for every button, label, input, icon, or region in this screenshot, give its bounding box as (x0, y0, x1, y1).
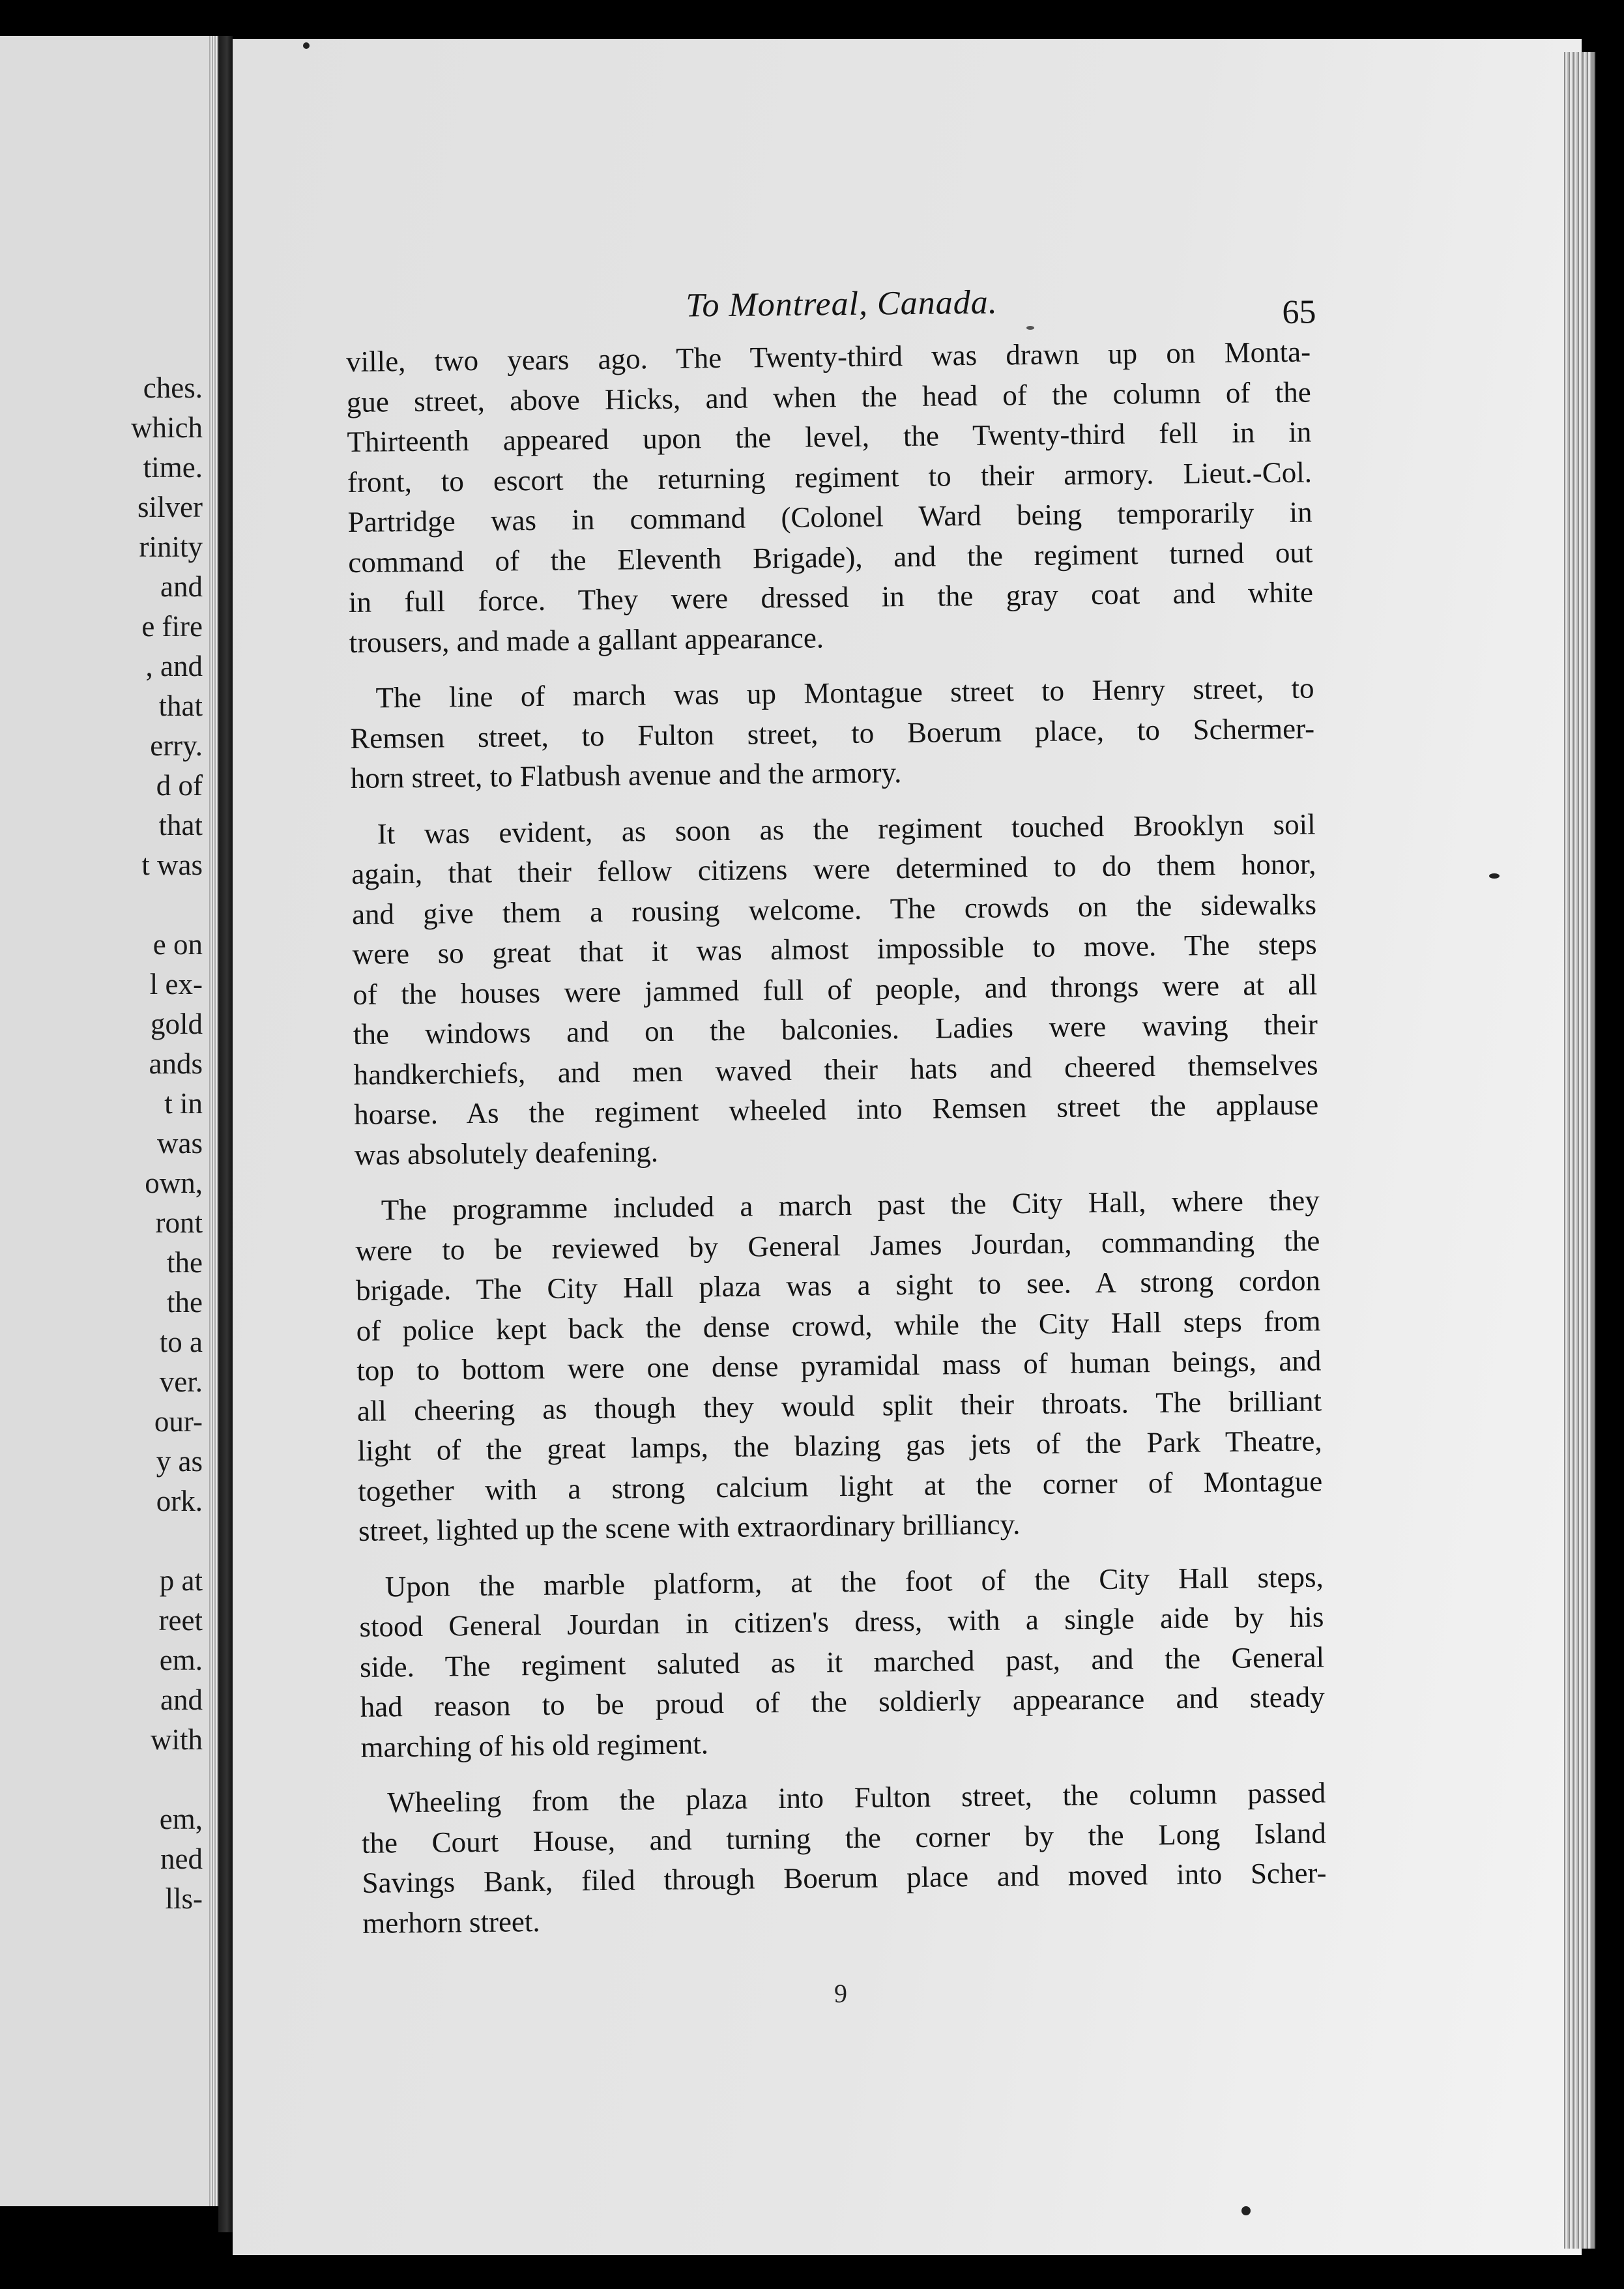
left-page-edge (209, 36, 218, 2206)
left-page-fragment: that (158, 690, 203, 722)
left-page-fragment: that (158, 809, 203, 841)
left-page-fragment: ches. (143, 372, 203, 404)
text-line: gue street, above Hicks, and when the head of the column of the (346, 375, 1311, 418)
left-page-fragment: em. (159, 1644, 203, 1676)
left-page-fragment: with (150, 1723, 203, 1756)
left-page-fragment: own, (145, 1167, 203, 1199)
left-page-fragment: the (167, 1246, 203, 1279)
left-page-fragment: was (157, 1127, 203, 1159)
left-page-fragment: ork. (156, 1485, 203, 1517)
text-line: top to bottom were one dense pyramidal mass of human beings, and (356, 1344, 1322, 1387)
text-line: The programme included a march past the City Hall, where they (381, 1184, 1320, 1227)
left-page-fragment: p at (159, 1564, 203, 1597)
text-line: The line of march was up Montague street to Henry street, to (375, 671, 1314, 714)
left-page-fragment: e on (152, 928, 203, 961)
dust-speck (303, 42, 310, 49)
left-page-fragment: time. (143, 451, 203, 484)
text-line: Savings Bank, filed through Boerum place and moved into Scher- (362, 1856, 1327, 1899)
left-page-fragment: rinity (139, 531, 203, 563)
text-line: front, to escort the returning regiment to their armory. Lieut.-Col. (347, 455, 1312, 499)
left-page-fragment: t was (141, 849, 203, 881)
paragraph (361, 1773, 1327, 1943)
text-line: stood General Jourdan in citizen's dress, with a single aide by his (359, 1600, 1324, 1643)
left-page-fragment: ned (160, 1843, 203, 1875)
left-page-fragment: em, (159, 1803, 203, 1835)
text-line: the Court House, and turning the corner by the Long Island (361, 1816, 1327, 1859)
page-edges (1564, 52, 1595, 2249)
text-line: street, lighted up the scene with extraordinary brilliancy. (358, 1508, 1021, 1547)
left-page-fragment: e fire (141, 610, 203, 643)
left-page-fragment: reet (158, 1604, 203, 1637)
page-text (345, 280, 1327, 1959)
text-line: horn street, to Flatbush avenue and the armory. (350, 756, 902, 795)
text-line: ville, two years ago. The Twenty-third was drawn up on Monta- (345, 335, 1311, 378)
left-page-fragment: lls- (165, 1882, 203, 1915)
signature-mark: 9 (834, 1979, 847, 2008)
text-line: of police kept back the dense crowd, while the City Hall steps from (356, 1304, 1321, 1347)
left-page-fragment: to a (159, 1326, 203, 1358)
text-line: Partridge was in command (Colonel Ward being temporarily in (347, 495, 1312, 538)
text-line: Upon the marble platform, at the foot of the City Hall steps, (384, 1560, 1324, 1603)
text-line: Wheeling from the plaza into Fulton street, the column passed (387, 1776, 1326, 1819)
paragraph (355, 1180, 1323, 1551)
text-line: in full force. They were dressed in the gray coat and white (348, 576, 1314, 619)
body-paragraphs (346, 332, 1327, 1943)
text-line: command of the Eleventh Brigade), and the regiment turned out (348, 535, 1313, 579)
left-page-text-fragments (131, 368, 203, 1919)
paragraph (351, 804, 1319, 1175)
text-line: trousers, and made a gallant appearance. (349, 620, 824, 659)
paragraph (359, 1557, 1326, 1768)
book-gutter (218, 36, 233, 2232)
dust-speck (1241, 2206, 1251, 2215)
text-line: brigade. The City Hall plaza was a sight to see. A strong cordon (355, 1264, 1321, 1307)
paragraph (346, 332, 1314, 662)
text-line: and give them a rousing welcome. The crowds on the sidewalks (351, 887, 1317, 931)
text-line: again, that their fellow citizens were determined to do them honor, (351, 847, 1316, 890)
left-page-fragment: l ex- (149, 968, 203, 1000)
text-line: together with a strong calcium light at the corner of Montague (358, 1464, 1323, 1508)
dust-speck (1489, 873, 1500, 879)
left-page-fragment: ands (149, 1047, 203, 1080)
text-line: Remsen street, to Fulton street, to Boerum place, to Schermer- (349, 711, 1315, 755)
left-page-fragment: and (160, 1684, 203, 1716)
running-head (345, 280, 1316, 342)
text-line: had reason to be proud of the soldierly appearance and steady (360, 1680, 1325, 1723)
left-page-fragment: ver. (159, 1365, 203, 1398)
text-line: were so great that it was almost impossible to move. The steps (352, 927, 1317, 970)
left-page-fragment: gold (150, 1008, 203, 1040)
text-line: handkerchiefs, and men waved their hats and cheered themselves (353, 1047, 1318, 1091)
text-line: were to be reviewed by General James Jourdan, commanding the (355, 1223, 1320, 1267)
text-line: merhorn street. (362, 1904, 540, 1940)
text-line: marching of his old regiment. (360, 1727, 709, 1764)
text-line: side. The regiment saluted as it marched past, and the General (359, 1640, 1325, 1684)
left-page (0, 36, 218, 2206)
text-line: the windows and on the balconies. Ladies were waving their (353, 1008, 1318, 1051)
text-line: Thirteenth appeared upon the level, the Twenty-third fell in in (347, 415, 1312, 458)
text-line: light of the great lamps, the blazing gas jets of the Park Theatre, (357, 1424, 1322, 1467)
left-page-fragment (131, 1521, 203, 1561)
left-page-fragment: erry. (150, 729, 203, 762)
left-page-fragment: y as (156, 1445, 203, 1478)
left-page-fragment: silver (138, 491, 203, 523)
text-line: was absolutely deafening. (354, 1135, 659, 1171)
left-page-fragment: our- (154, 1405, 203, 1438)
left-page-fragment: the (167, 1286, 203, 1319)
left-page-fragment: which (131, 411, 203, 444)
text-line: It was evident, as soon as the regiment touched Brooklyn soil (377, 807, 1316, 851)
left-page-fragment: and (160, 570, 203, 603)
left-page-fragment: d of (156, 769, 203, 802)
text-line: hoarse. As the regiment wheeled into Remsen street the applause (353, 1088, 1319, 1131)
left-page-fragment (131, 885, 203, 925)
left-page-fragment: t in (164, 1087, 203, 1120)
left-page-fragment (131, 1760, 203, 1800)
text-line: of the houses were jammed full of people, and throngs were at all (353, 967, 1318, 1011)
left-page-fragment: , and (145, 650, 203, 682)
running-title: To Montreal, Canada. (685, 284, 998, 325)
page-number: 65 (1282, 293, 1316, 331)
text-line: all cheering as though they would split their throats. The brilliant (356, 1384, 1322, 1427)
left-page-fragment: ront (155, 1206, 203, 1239)
paragraph (349, 668, 1315, 798)
